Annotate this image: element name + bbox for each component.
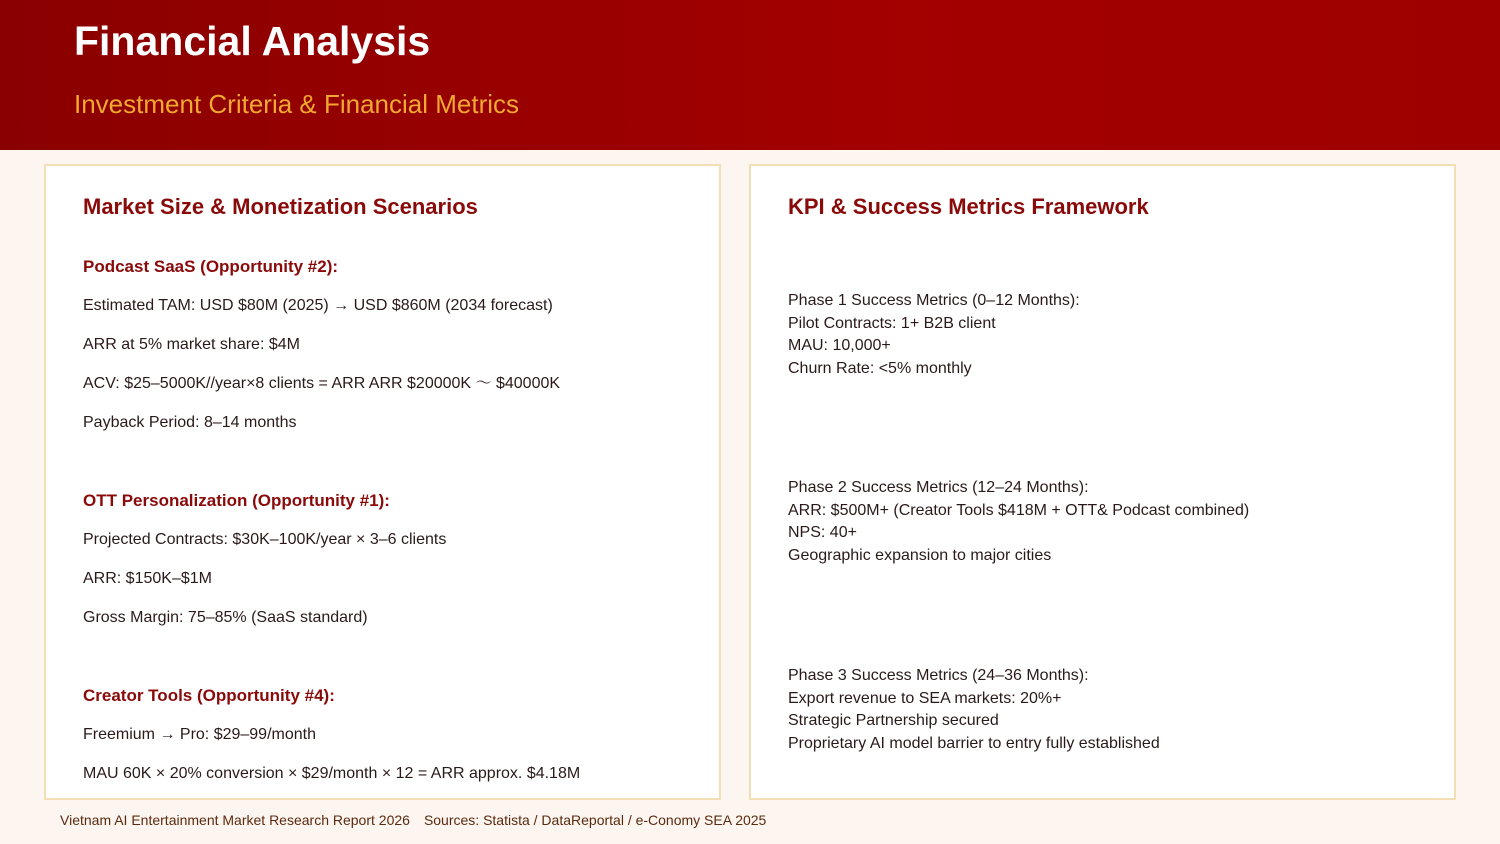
phase-1-block	[788, 290, 1080, 381]
list-item: NPS: 40+	[788, 524, 857, 542]
section-title: Creator Tools (Opportunity #4):	[83, 686, 335, 705]
market-size-panel	[44, 164, 721, 800]
list-item: Geographic expansion to major cities	[788, 547, 1052, 565]
footer	[60, 812, 766, 828]
page-title: Financial Analysis	[74, 18, 431, 64]
creator-tools-section	[83, 685, 580, 802]
footer-report-title: Vietnam AI Entertainment Market Research Report 2026	[60, 812, 410, 828]
podcast-saas-section	[83, 256, 560, 451]
phase-2-block	[788, 477, 1249, 568]
list-item: MAU 60K × 20% conversion × $29/month × 12 = ARR approx. $4.18M	[83, 765, 581, 782]
list-item: Freemium → Pro: $29–99/month	[83, 726, 316, 743]
list-item: Export revenue to SEA markets: 20%+	[788, 689, 1062, 707]
ott-personalization-section	[83, 490, 446, 646]
phase-heading: Phase 1 Success Metrics (0–12 Months):	[788, 292, 1080, 309]
list-item: MAU: 10,000+	[788, 337, 891, 355]
section-title: Podcast SaaS (Opportunity #2):	[83, 257, 339, 276]
phase-heading: Phase 2 Success Metrics (12–24 Months):	[788, 479, 1089, 496]
kpi-panel	[749, 164, 1456, 800]
list-item: Gross Margin: 75–85% (SaaS standard)	[83, 609, 368, 626]
footer-sources: Sources: Statista / DataReportal / e-Conomy SEA 2025	[423, 812, 767, 828]
list-item: ARR: $500M+ (Creator Tools $418M + OTT& Podcast combined)	[788, 501, 1250, 519]
section-title: OTT Personalization (Opportunity #1):	[83, 491, 390, 510]
market-size-panel-title: Market Size & Monetization Scenarios	[83, 194, 478, 219]
header-banner	[0, 0, 1500, 150]
list-item: Estimated TAM: USD $80M (2025) → USD $860M (2034 forecast)	[83, 297, 553, 314]
list-item: Projected Contracts: $30K–100K/year × 3–6 clients	[83, 531, 447, 548]
phase-heading: Phase 3 Success Metrics (24–36 Months):	[788, 667, 1089, 684]
list-item: ACV: $25–5000K//year×8 clients = ARR ARR $20000K 〜 $40000K	[83, 375, 561, 392]
phase-3-block	[788, 665, 1160, 756]
list-item: Payback Period: 8–14 months	[83, 414, 297, 431]
list-item: Strategic Partnership secured	[788, 712, 999, 730]
list-item: Proprietary AI model barrier to entry fully established	[788, 735, 1160, 753]
list-item: ARR at 5% market share: $4M	[83, 336, 300, 353]
list-item: Pilot Contracts: 1+ B2B client	[788, 314, 996, 332]
list-item: Churn Rate: <5% monthly	[788, 360, 972, 378]
page-subtitle: Investment Criteria & Financial Metrics	[74, 89, 520, 119]
list-item: ARR: $150K–$1M	[83, 570, 212, 587]
kpi-panel-title: KPI & Success Metrics Framework	[788, 194, 1149, 219]
